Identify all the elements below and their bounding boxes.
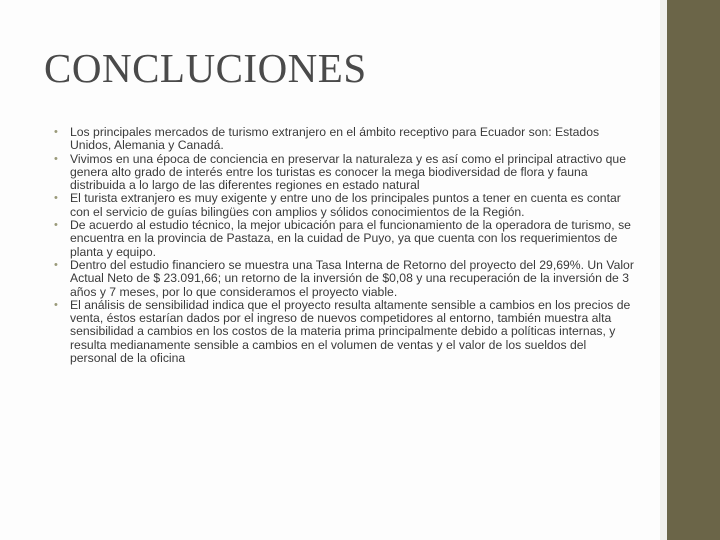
bullet-dot-icon: • [54, 219, 58, 232]
bullet-dot-icon: • [54, 258, 58, 271]
bullet-list [54, 126, 636, 365]
right-band-edge [660, 0, 667, 540]
bullet-dot-icon: • [54, 126, 58, 138]
bullet-dot-icon: • [54, 152, 58, 165]
bullet-text: De acuerdo al estudio técnico, la mejor ubicación para el funcionamiento de la operadora de turismo, se encuentra en la provincia de Pastaza, en la cuidad de Puyo, ya que cuenta con los requerimientos de planta y equipo. [70, 218, 631, 259]
bullet-dot-icon: • [54, 192, 58, 205]
bullet-item [54, 299, 636, 365]
bullet-text: Dentro del estudio financiero se muestra una Tasa Interna de Retorno del proyecto del 29,69%. Un Valor Actual Neto de $ 23.091,66; un retorno de la inversión de $0,08 y una recuperación de la inversión de 3 años y 7 meses, por lo que consideramos el proyecto viable. [70, 257, 634, 299]
bullet-text: Los principales mercados de turismo extranjero en el ámbito receptivo para Ecuador son: Estados Unidos, Alemania y Canadá. [70, 125, 600, 153]
bullet-text: Vivimos en una época de conciencia en preservar la naturaleza y es así como el principal atractivo que genera alto grado de interés entre los turistas es conocer la mega biodiversidad de flora y fauna distribuida a lo largo de las diferentes regiones en estado natural [70, 151, 626, 193]
slide-title: CONCLUCIONES [44, 45, 367, 91]
right-decorative-band [667, 0, 720, 540]
bullet-text: El análisis de sensibilidad indica que el proyecto resulta altamente sensible a cambios en los precios de venta, éstos estarían dados por el ingreso de nuevos competidores al entorno, también muestra alta sensibilidad a cambios en los costos de la materia prima principalmente debido a políticas internas, y resulta medianamente sensible a cambios en el volumen de ventas y el valor de los sueldos del personal de la oficina [70, 297, 631, 366]
bullet-item [54, 259, 636, 299]
bullet-item [54, 153, 636, 193]
bullet-text: El turista extranjero es muy exigente y entre uno de los principales puntos a tener en cuenta es contar con el servicio de guías bilingües con amplios y sólidos conocimientos de la Región. [70, 191, 621, 219]
bullet-dot-icon: • [54, 298, 58, 311]
bullet-item [54, 126, 636, 153]
bullet-item [54, 192, 636, 219]
bullet-item [54, 219, 636, 259]
